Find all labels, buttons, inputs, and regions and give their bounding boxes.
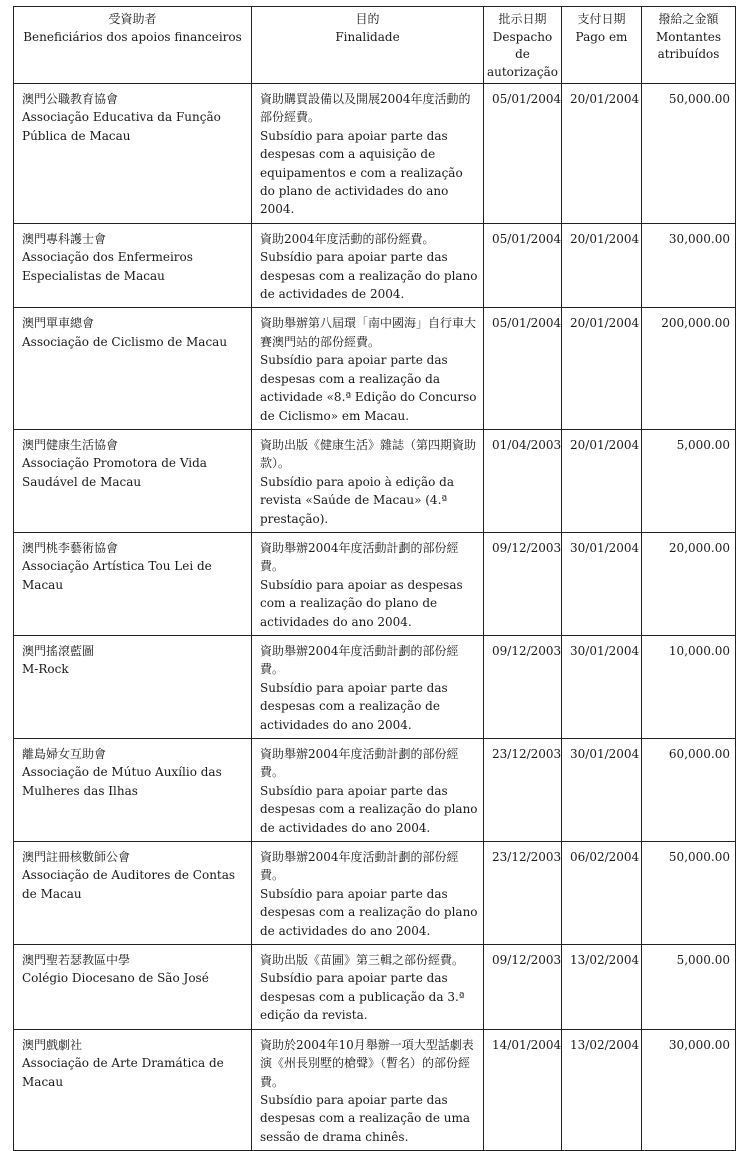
header-paid-pt: Pago em — [575, 29, 628, 44]
grant-rows — [14, 84, 736, 1151]
table-row — [14, 84, 736, 224]
paid-date: 20/01/2004 — [562, 429, 642, 532]
table-row — [14, 308, 736, 429]
amount-value: 30,000.00 — [642, 223, 736, 308]
beneficiary-name-pt: Associação dos Enfermeiros Especialistas de Macau — [22, 250, 193, 283]
dispatch-date: 05/01/2004 — [484, 308, 562, 429]
purpose-cell — [252, 429, 484, 532]
beneficiary-name-pt: Associação Artística Tou Lei de Macau — [22, 559, 212, 592]
header-paid-date — [562, 7, 642, 84]
beneficiary-name-pt: Associação de Mútuo Auxílio das Mulheres das Ilhas — [22, 765, 222, 798]
table-row — [14, 1029, 736, 1150]
beneficiary-cell — [14, 1029, 252, 1150]
purpose-cell — [252, 223, 484, 308]
header-dispatch-pt: Despacho de autorização — [486, 29, 559, 79]
purpose-zh: 資助2004年度活動的部份經費。 — [260, 231, 435, 246]
beneficiary-name-pt: Associação Educativa da Função Pública de Macau — [22, 110, 221, 143]
beneficiary-cell — [14, 739, 252, 842]
beneficiary-name-zh: 澳門桃李藝術協會 — [22, 540, 119, 555]
table-row — [14, 739, 736, 842]
purpose-cell — [252, 84, 484, 224]
amount-value: 50,000.00 — [642, 84, 736, 224]
purpose-cell — [252, 308, 484, 429]
beneficiary-name-pt: Associação de Auditores de Contas de Macau — [22, 868, 236, 901]
table-row — [14, 635, 736, 738]
purpose-zh: 資助舉辦第八屆環「南中國海」自行車大賽澳門站的部份經費。 — [260, 316, 477, 349]
paid-date: 30/01/2004 — [562, 532, 642, 635]
beneficiary-cell — [14, 429, 252, 532]
beneficiary-cell — [14, 635, 252, 738]
beneficiary-name-zh: 澳門戲劇社 — [22, 1037, 83, 1052]
page-corner-mark — [701, 0, 740, 5]
paid-date: 20/01/2004 — [562, 84, 642, 224]
paid-date: 20/01/2004 — [562, 308, 642, 429]
header-purpose-zh: 目的 — [355, 12, 380, 26]
header-purpose-pt: Finalidade — [335, 29, 400, 44]
beneficiary-cell — [14, 842, 252, 945]
purpose-cell — [252, 1029, 484, 1150]
purpose-pt: Subsídio para apoiar parte das despesas com a realização de actividades do ano 2004. — [260, 680, 448, 732]
beneficiary-name-zh: 澳門註冊核數師公會 — [22, 850, 131, 865]
purpose-cell — [252, 945, 484, 1030]
beneficiary-name-pt: Associação de Arte Dramática de Macau — [22, 1056, 224, 1089]
beneficiary-name-zh: 澳門搖滾藍圖 — [22, 643, 95, 658]
table-row — [14, 223, 736, 308]
paid-date: 30/01/2004 — [562, 739, 642, 842]
paid-date: 20/01/2004 — [562, 223, 642, 308]
purpose-zh: 資助舉辦2004年度活動計劃的部份經費。 — [260, 850, 459, 883]
purpose-cell — [252, 739, 484, 842]
purpose-zh: 資助舉辦2004年度活動計劃的部份經費。 — [260, 540, 459, 574]
header-amount — [642, 7, 736, 84]
dispatch-date: 01/04/2003 — [484, 429, 562, 532]
paid-date: 13/02/2004 — [562, 945, 642, 1030]
purpose-zh: 資助舉辦2004年度活動計劃的部份經費。 — [260, 747, 459, 780]
table-header-row — [14, 7, 736, 84]
header-paid-zh: 支付日期 — [577, 12, 626, 26]
dispatch-date: 05/01/2004 — [484, 84, 562, 224]
purpose-zh: 資助於2004年10月舉辦一項大型話劇表演《州長別墅的槍聲》（暫名）的部份經費。 — [260, 1037, 474, 1089]
amount-value: 30,000.00 — [642, 1029, 736, 1150]
table-row — [14, 945, 736, 1030]
dispatch-date: 23/12/2003 — [484, 739, 562, 842]
header-dispatch-zh: 批示日期 — [498, 12, 547, 26]
header-beneficiary-pt: Beneficiários dos apoios financeiros — [23, 29, 242, 44]
beneficiary-cell — [14, 945, 252, 1030]
beneficiary-name-zh: 離島婦女互助會 — [22, 747, 107, 761]
beneficiary-cell — [14, 532, 252, 635]
beneficiary-name-zh: 澳門專科護士會 — [22, 231, 107, 246]
header-purpose — [252, 7, 484, 84]
amount-value: 50,000.00 — [642, 842, 736, 945]
amount-value: 60,000.00 — [642, 739, 736, 842]
purpose-cell — [252, 635, 484, 738]
purpose-cell — [252, 842, 484, 945]
paid-date: 30/01/2004 — [562, 635, 642, 738]
purpose-pt: Subsídio para apoiar parte das despesas com a realização de uma sessão de drama chinês. — [260, 1092, 471, 1144]
beneficiary-cell — [14, 84, 252, 224]
dispatch-date: 09/12/2003 — [484, 532, 562, 635]
amount-value: 5,000.00 — [642, 945, 736, 1030]
dispatch-date: 09/12/2003 — [484, 635, 562, 738]
dispatch-date: 09/12/2003 — [484, 945, 562, 1030]
amount-value: 20,000.00 — [642, 532, 736, 635]
header-beneficiary — [14, 7, 252, 84]
purpose-cell — [252, 532, 484, 635]
purpose-pt: Subsídio para apoiar parte das despesas com a realização do plano de actividades de 2004. — [260, 250, 478, 302]
header-dispatch-date — [484, 7, 562, 84]
purpose-pt: Subsídio para apoiar parte das despesas com a publicação da 3.ª edição da revista. — [260, 971, 465, 1023]
purpose-zh: 資助出版《苗圃》第三輯之部份經費。 — [260, 953, 465, 968]
amount-value: 10,000.00 — [642, 635, 736, 738]
amount-value: 200,000.00 — [642, 308, 736, 429]
header-beneficiary-zh: 受資助者 — [108, 12, 157, 26]
dispatch-date: 14/01/2004 — [484, 1029, 562, 1150]
beneficiary-name-pt: Colégio Diocesano de São José — [22, 971, 209, 986]
beneficiary-name-pt: Associação Promotora de Vida Saudável de Macau — [22, 456, 207, 489]
purpose-zh: 資助購買設備以及開展2004年度活動的部份經費。 — [260, 92, 471, 125]
dispatch-date: 23/12/2003 — [484, 842, 562, 945]
purpose-zh: 資助舉辦2004年度活動計劃的部份經費。 — [260, 643, 459, 677]
grants-table — [13, 6, 736, 1151]
header-amount-pt: Montantes atribuídos — [655, 29, 722, 61]
beneficiary-name-zh: 澳門單車總會 — [22, 316, 95, 331]
paid-date: 06/02/2004 — [562, 842, 642, 945]
purpose-pt: Subsídio para apoio à edição da revista «Saúde de Macau» (4.ª prestação). — [260, 474, 455, 526]
table-row — [14, 429, 736, 532]
header-amount-zh: 撥給之金額 — [658, 12, 719, 26]
beneficiary-name-zh: 澳門健康生活協會 — [22, 437, 119, 452]
purpose-pt: Subsídio para apoiar parte das despesas com a realização do plano de actividades do ano 2004. — [260, 783, 478, 835]
amount-value: 5,000.00 — [642, 429, 736, 532]
table-row — [14, 842, 736, 945]
beneficiary-name-pt: M-Rock — [22, 662, 69, 677]
purpose-pt: Subsídio para apoiar parte das despesas com a aquisição de equipamentos e com a realização do plano de actividades do ano 2004. — [260, 128, 463, 217]
dispatch-date: 05/01/2004 — [484, 223, 562, 308]
purpose-zh: 資助出版《健康生活》雜誌（第四期資助款）。 — [260, 437, 477, 471]
beneficiary-name-zh: 澳門公職教育協會 — [22, 92, 119, 106]
paid-date: 13/02/2004 — [562, 1029, 642, 1150]
purpose-pt: Subsídio para apoiar parte das despesas com a realização da actividade «8.ª Edição do Concurso de Ciclismo» em Macau. — [260, 353, 477, 423]
beneficiary-name-zh: 澳門聖若瑟教區中學 — [22, 953, 131, 968]
beneficiary-cell — [14, 308, 252, 429]
purpose-pt: Subsídio para apoiar as despesas com a realização do plano de actividades do ano 2004. — [260, 577, 463, 629]
purpose-pt: Subsídio para apoiar parte das despesas com a realização do plano de actividades do ano 2004. — [260, 886, 478, 938]
beneficiary-name-pt: Associação de Ciclismo de Macau — [22, 334, 228, 349]
table-row — [14, 532, 736, 635]
beneficiary-cell — [14, 223, 252, 308]
